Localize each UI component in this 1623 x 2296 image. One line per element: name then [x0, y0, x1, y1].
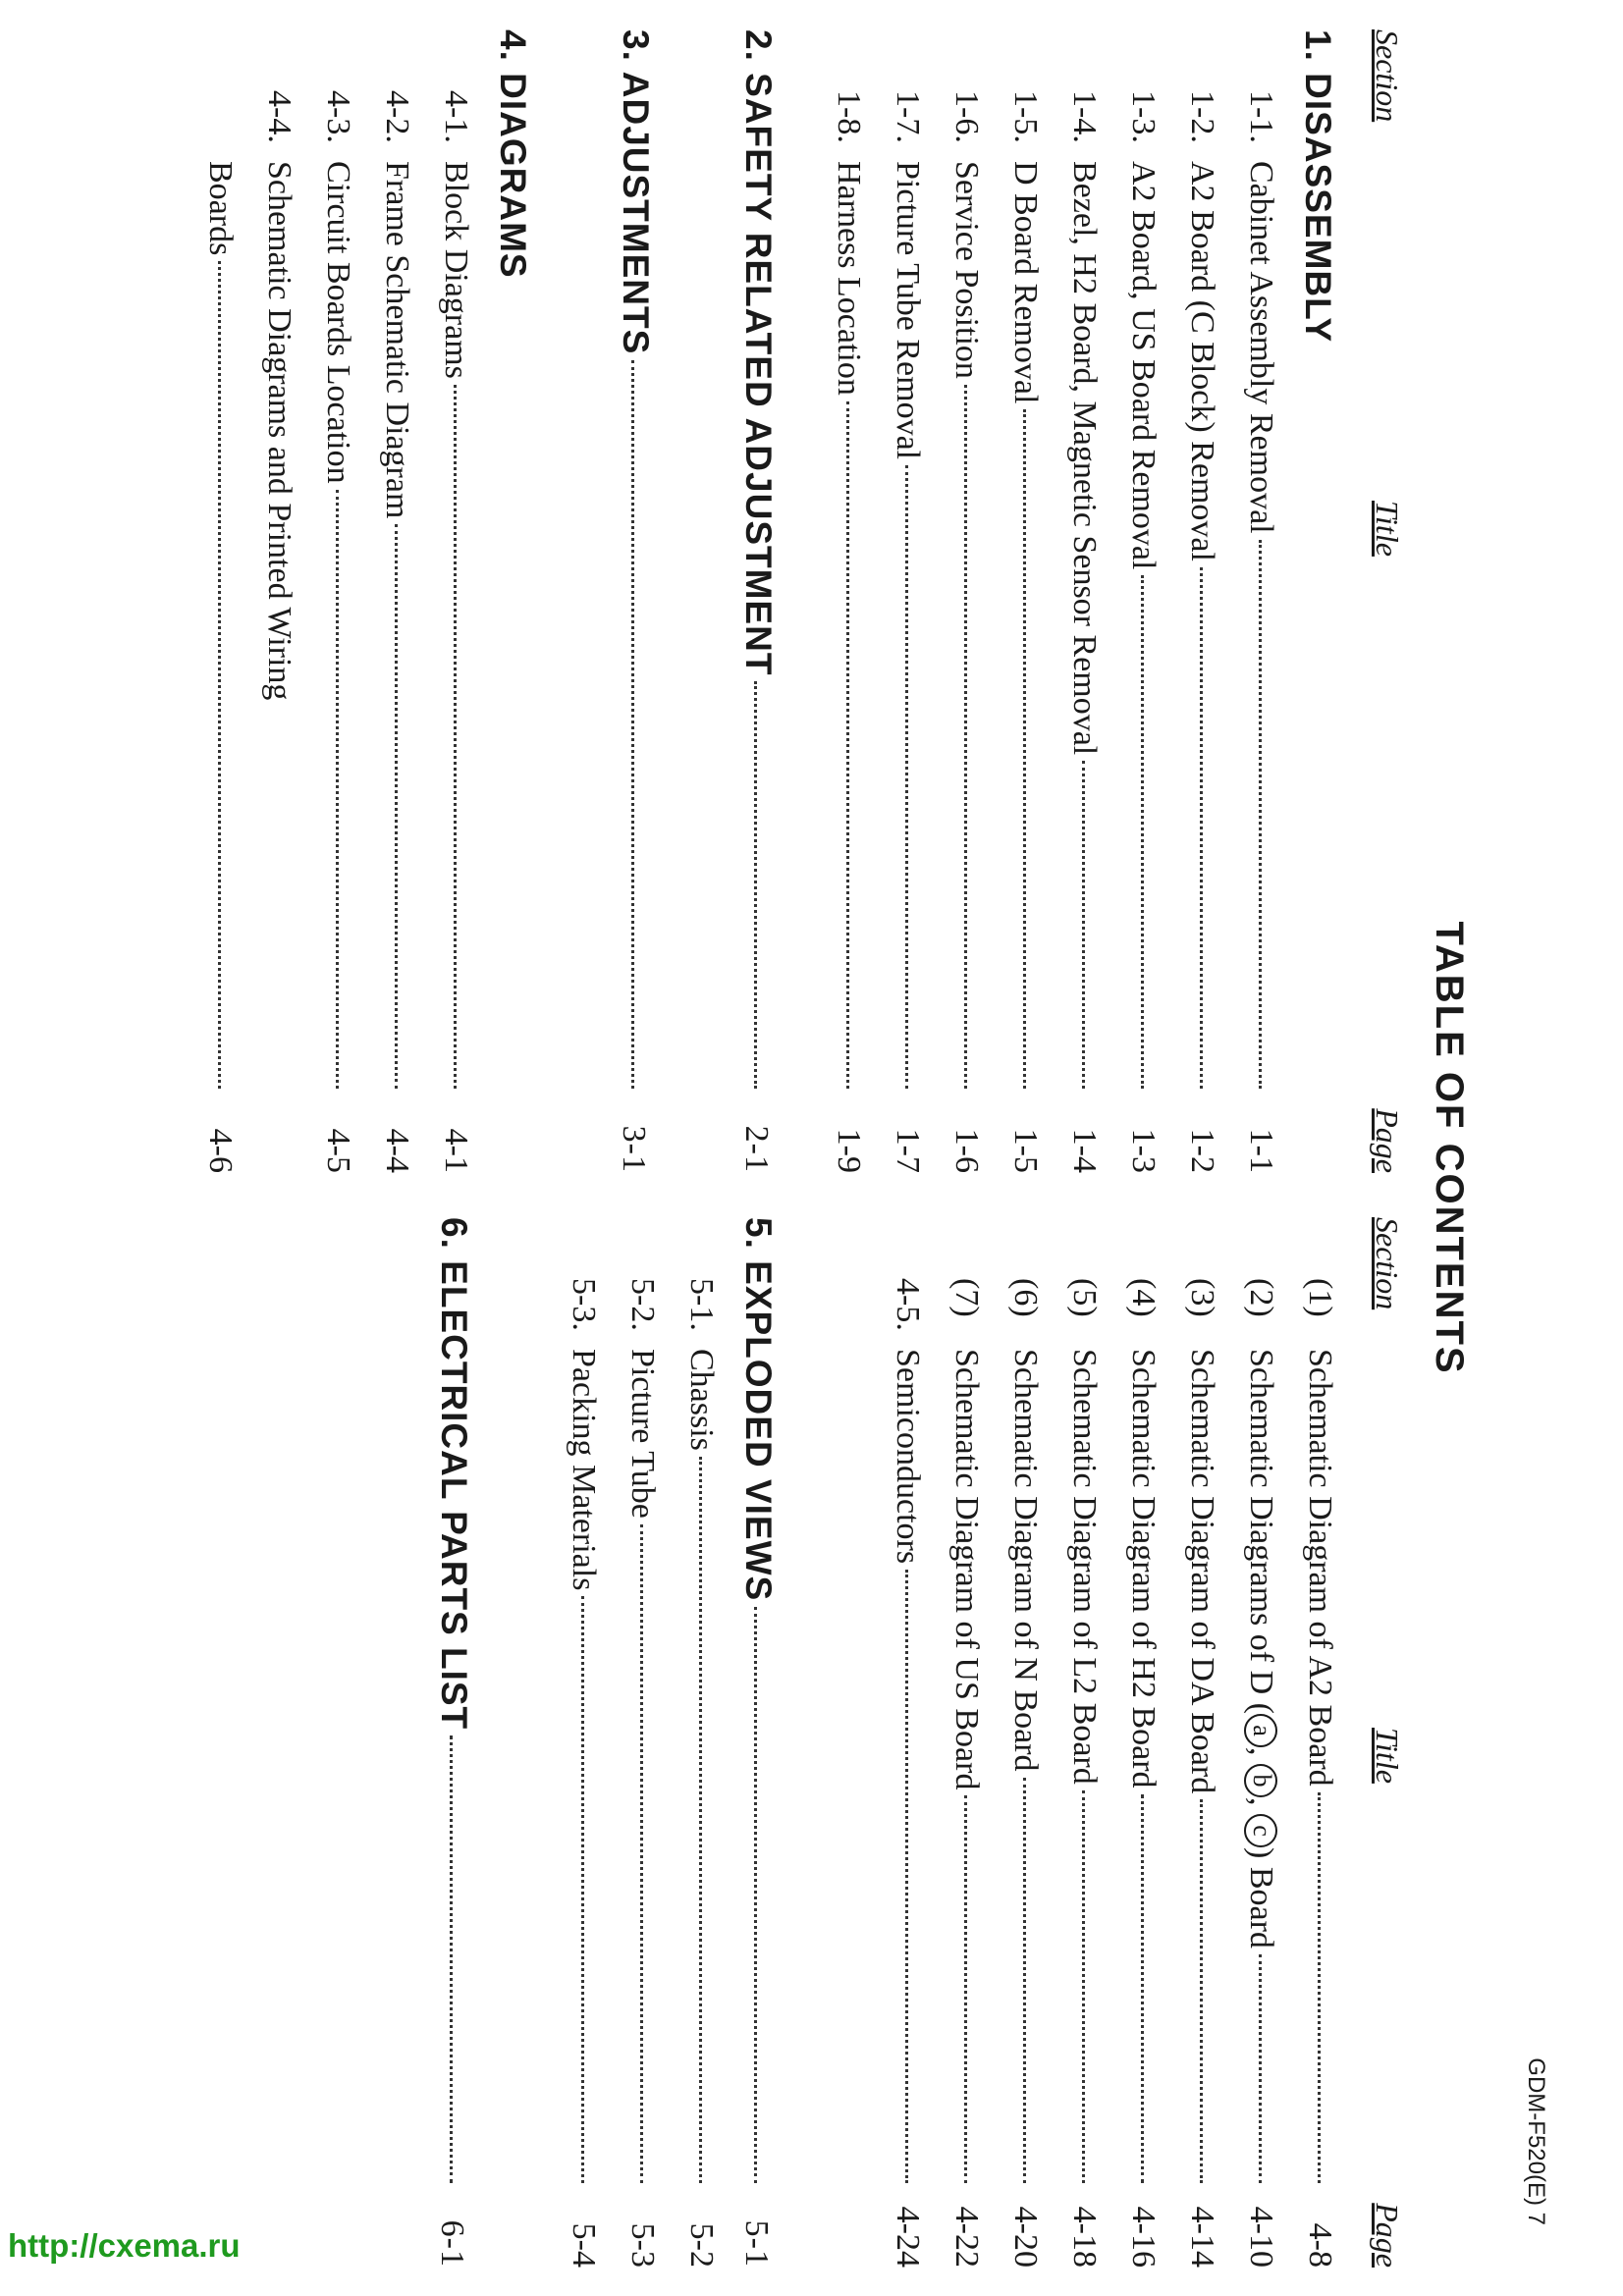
entry-number: 4-4.	[261, 90, 298, 143]
entry-title: Service Position	[948, 161, 985, 379]
entry-page: 5-3	[624, 2222, 661, 2268]
entry-page: 1-9	[831, 1128, 867, 1173]
circled-letter-a: a	[1244, 1714, 1277, 1747]
entry-number: 4-2.	[379, 90, 415, 143]
entry-page: 5-4	[566, 2222, 602, 2268]
toc-entry[interactable]	[1112, 29, 1162, 1173]
entry-title: Schematic Diagram of H2 Board	[1125, 1349, 1162, 1789]
entry-number: 4-1.	[438, 90, 474, 143]
toc-entry[interactable]	[877, 29, 926, 1173]
entry-page: 4-22	[948, 2206, 985, 2268]
chapter-label: 1. DISASSEMBLY	[1298, 29, 1338, 343]
entry-page: 1-7	[890, 1128, 926, 1173]
entry-number: 1-5.	[1007, 90, 1044, 143]
dot-leader	[450, 1735, 453, 2183]
toc-entry[interactable]	[1230, 29, 1279, 1173]
toc-entry[interactable]	[425, 29, 474, 1173]
header-section: Section	[1370, 1217, 1405, 1310]
entry-page: 4-8	[1302, 2222, 1338, 2268]
dot-leader	[1141, 1794, 1144, 2183]
toc-entry[interactable]	[936, 29, 985, 1173]
entry-number: (2)	[1243, 1278, 1279, 1317]
toc-entry[interactable]	[366, 29, 415, 1173]
dot-leader	[1318, 1792, 1321, 2183]
entry-number: 5-2.	[624, 1278, 661, 1331]
entry-page: 4-16	[1125, 2206, 1162, 2268]
entry-title: Schematic Diagrams of D (a, b, c) Board	[1243, 1349, 1279, 1949]
dot-leader	[964, 385, 967, 1089]
dot-leader	[218, 261, 221, 1089]
circled-letter-c: c	[1244, 1814, 1277, 1847]
entry-number: (3)	[1184, 1278, 1220, 1317]
dot-leader	[1082, 761, 1085, 1089]
toc-entry[interactable]	[307, 29, 356, 1173]
dot-leader	[1259, 540, 1262, 1089]
entry-page: 4-10	[1243, 2206, 1279, 2268]
entry-page: 5-2	[683, 2222, 720, 2268]
toc-entry[interactable]	[1289, 1217, 1338, 2268]
dot-leader	[699, 1457, 702, 2183]
entry-number: 1-3.	[1125, 90, 1162, 143]
entry-title: Schematic Diagram of DA Board	[1184, 1349, 1220, 1794]
chapter-4-heading[interactable]	[484, 29, 533, 1173]
column-headers	[1362, 1217, 1405, 2268]
dot-leader	[905, 465, 908, 1089]
entry-page: 4-18	[1066, 2206, 1103, 2268]
entry-page: 1-4	[1066, 1128, 1103, 1173]
entry-number: 5-3.	[566, 1278, 602, 1331]
chapter-page: 3-1	[616, 1125, 652, 1173]
entry-title: Picture Tube	[624, 1349, 661, 1519]
toc-entry[interactable]	[1230, 1217, 1279, 2268]
header-section: Section	[1370, 29, 1405, 123]
dot-leader	[1141, 575, 1144, 1089]
entry-title: Bezel, H2 Board, Magnetic Sensor Removal	[1066, 161, 1103, 756]
dot-leader	[905, 1570, 908, 2183]
entry-title: D Board Removal	[1007, 161, 1044, 404]
dot-leader	[1023, 1778, 1026, 2183]
toc-entry[interactable]	[1112, 1217, 1162, 2268]
header-title: Title	[1370, 501, 1405, 557]
entry-title: Schematic Diagram of A2 Board	[1302, 1349, 1338, 1787]
dot-leader	[1200, 1799, 1203, 2183]
toc-entry-continuation[interactable]	[189, 29, 239, 1173]
entry-number: 1-6.	[948, 90, 985, 143]
entry-number: 1-4.	[1066, 90, 1103, 143]
dot-leader	[631, 360, 634, 1089]
toc-entry[interactable]	[818, 29, 867, 1173]
toc-entry[interactable]	[877, 1217, 926, 2268]
entry-number: 1-2.	[1184, 90, 1220, 143]
chapter-2-heading[interactable]	[730, 29, 779, 1173]
entry-page: 4-6	[202, 1128, 239, 1173]
dot-leader	[1023, 409, 1026, 1089]
dot-leader	[581, 1596, 584, 2183]
chapter-label: 6. ELECTRICAL PARTS LIST	[434, 1217, 474, 1731]
dot-leader	[1259, 1954, 1262, 2183]
entry-number: 1-1.	[1243, 90, 1279, 143]
chapter-label: 5. EXPLODED VIEWS	[738, 1217, 779, 1602]
entry-title: Frame Schematic Diagram	[379, 161, 415, 519]
chapter-label: 2. SAFETY RELATED ADJUSTMENT	[738, 29, 779, 676]
header-page: Page	[1370, 1108, 1405, 1173]
entry-title: Schematic Diagram of N Board	[1007, 1349, 1044, 1772]
toc-entry[interactable]	[671, 1217, 720, 2268]
entry-title: Picture Tube Removal	[890, 161, 926, 460]
entry-title: Schematic Diagram of L2 Board	[1066, 1349, 1103, 1785]
entry-title: Harness Location	[831, 161, 867, 396]
entry-page: 4-24	[890, 2206, 926, 2268]
entry-number: 1-8.	[831, 90, 867, 143]
entry-number: (7)	[948, 1278, 985, 1317]
toc-entry[interactable]	[995, 29, 1044, 1173]
entry-number: (4)	[1125, 1278, 1162, 1317]
entry-title: Semiconductors	[890, 1349, 926, 1565]
dot-leader	[964, 1795, 967, 2183]
chapter-page: 6-1	[434, 2219, 470, 2268]
column-headers	[1362, 29, 1405, 1173]
chapter-page: 5-1	[738, 2219, 775, 2268]
header-page: Page	[1370, 2203, 1405, 2268]
chapter-1-heading[interactable]	[1289, 29, 1338, 1173]
entry-title: A2 Board (C Block) Removal	[1184, 161, 1220, 561]
entry-page: 4-5	[320, 1128, 356, 1173]
dot-leader	[754, 1607, 757, 2183]
entry-number: 4-3.	[320, 90, 356, 143]
watermark-link[interactable]: http://cxema.ru	[8, 2227, 241, 2264]
entry-title: Block Diagrams	[438, 161, 474, 379]
dot-leader	[454, 385, 457, 1089]
dot-leader	[640, 1524, 643, 2183]
page-title: TABLE OF CONTENTS	[1428, 921, 1471, 1375]
entry-number: 4-5.	[890, 1278, 926, 1331]
entry-title: Schematic Diagram of US Board	[948, 1349, 985, 1790]
dot-leader	[1200, 567, 1203, 1089]
entry-page: 4-14	[1184, 2206, 1220, 2268]
dot-leader	[846, 401, 849, 1089]
toc-entry[interactable]	[1171, 1217, 1220, 2268]
chapter-label: 4. DIAGRAMS	[493, 29, 533, 279]
toc-entry[interactable]	[612, 1217, 661, 2268]
entry-page: 4-1	[438, 1128, 474, 1173]
entry-page: 1-3	[1125, 1128, 1162, 1173]
chapter-5-heading[interactable]	[730, 1217, 779, 2268]
entry-title: Cabinet Assembly Removal	[1243, 161, 1279, 534]
entry-title: Boards	[202, 161, 239, 256]
entry-title: Schematic Diagrams and Printed Wiring	[261, 161, 298, 701]
page-footer: GDM-F520(E) 7	[1523, 2057, 1549, 2225]
toc-entry[interactable]	[1054, 1217, 1103, 2268]
entry-title: Packing Materials	[566, 1349, 602, 1591]
chapter-6-heading[interactable]	[425, 1217, 474, 2268]
entry-number: (1)	[1302, 1278, 1338, 1317]
dot-leader	[1082, 1790, 1085, 2183]
entry-number: 1-7.	[890, 90, 926, 143]
toc-entry[interactable]	[936, 1217, 985, 2268]
header-title: Title	[1370, 1728, 1405, 1784]
toc-entry[interactable]	[553, 1217, 602, 2268]
dot-leader	[336, 490, 339, 1089]
toc-entry[interactable]	[1171, 29, 1220, 1173]
dot-leader	[754, 681, 757, 1089]
entry-page: 4-4	[379, 1128, 415, 1173]
entry-title: Chassis	[683, 1349, 720, 1451]
chapter-3-heading[interactable]	[607, 29, 656, 1173]
entry-page: 1-2	[1184, 1128, 1220, 1173]
chapter-page: 2-1	[738, 1125, 775, 1173]
chapter-label: 3. ADJUSTMENTS	[616, 29, 656, 355]
entry-number: 5-1.	[683, 1278, 720, 1331]
entry-number: (6)	[1007, 1278, 1044, 1317]
dot-leader	[395, 524, 398, 1089]
entry-page: 4-20	[1007, 2206, 1044, 2268]
circled-letter-b: b	[1244, 1764, 1277, 1797]
entry-page: 1-1	[1243, 1128, 1279, 1173]
entry-title: A2 Board, US Board Removal	[1125, 161, 1162, 570]
entry-page: 1-5	[1007, 1128, 1044, 1173]
toc-entry[interactable]	[995, 1217, 1044, 2268]
entry-number: (5)	[1066, 1278, 1103, 1317]
toc-entry[interactable]	[248, 29, 298, 1173]
toc-entry[interactable]	[1054, 29, 1103, 1173]
entry-page: 1-6	[948, 1128, 985, 1173]
entry-title: Circuit Boards Location	[320, 161, 356, 484]
